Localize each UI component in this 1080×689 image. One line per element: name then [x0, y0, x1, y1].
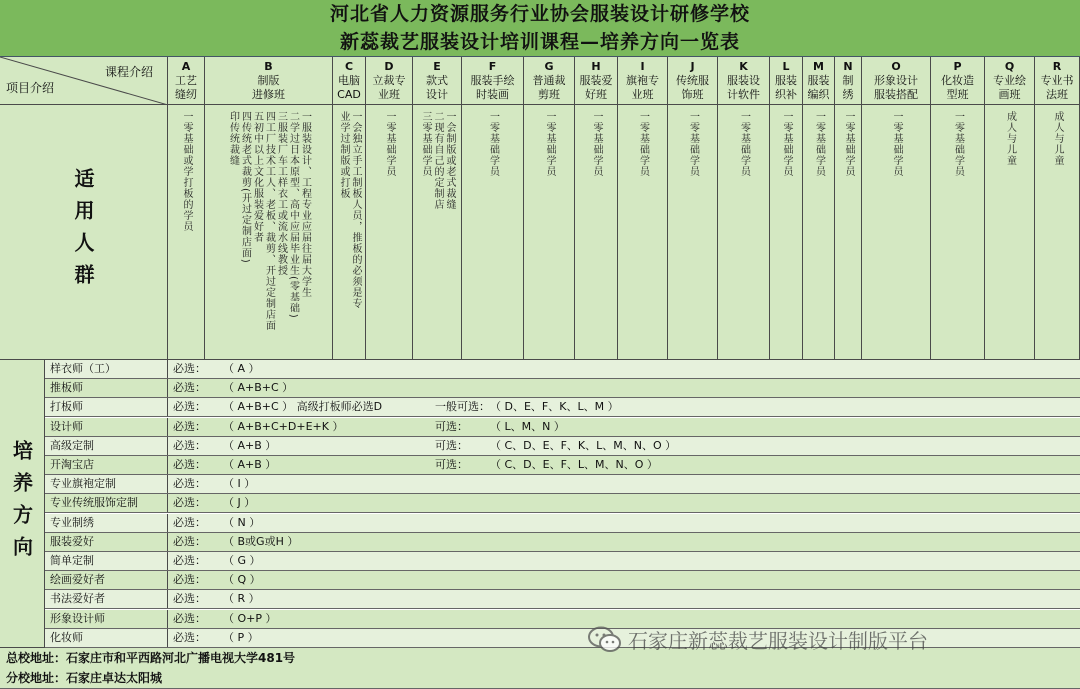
direction-row: [45, 571, 1080, 590]
audience-text: 五初中以上文化服装爱好者: [251, 111, 263, 243]
course-header-p: [931, 57, 985, 105]
audience-text: 一零基础学员: [952, 111, 964, 177]
course-name-line: 服装设: [727, 74, 760, 87]
required-label: 必选：: [173, 400, 206, 414]
required-value: （ P ）: [223, 630, 259, 644]
title-banner: [0, 0, 1080, 57]
required-value: （ N ）: [223, 515, 261, 529]
optional-value: （ D、E、F、K、L、M ）: [490, 400, 619, 414]
direction-role: 设计师: [45, 418, 168, 436]
course-letter: L: [782, 60, 790, 73]
optional-label: 一般可选：: [435, 400, 490, 414]
course-letter: E: [433, 60, 441, 73]
audience-cell-p: [931, 105, 985, 360]
course-header-o: [862, 57, 931, 105]
audience-text: 一零基础学员: [813, 111, 825, 177]
audience-cell-g: [524, 105, 575, 360]
audience-text: 二现有自己的定制店: [432, 111, 443, 210]
course-letter: P: [953, 60, 962, 73]
course-name-line: 时装画: [476, 88, 509, 101]
required-label: 必选：: [173, 592, 206, 606]
audience-text: 四工厂技术工人、老板、裁剪、开过定制店面: [263, 111, 275, 331]
course-name-line: 业班: [378, 88, 400, 101]
audience-cell-r: [1035, 105, 1080, 360]
optional-value: （ C、D、E、F、L、M、N、O ）: [490, 458, 658, 471]
course-name-line: CAD: [337, 88, 361, 101]
audience-text: 二学过日本原型、高中应届毕业生(零基础): [287, 111, 299, 319]
course-name-line: 织补: [775, 88, 797, 101]
required-value: （ A+B ）: [223, 458, 277, 471]
direction-role: 专业制绣: [45, 514, 168, 532]
required-value: （ A ）: [223, 362, 260, 375]
course-letter: K: [739, 60, 748, 73]
course-name-line: 编织: [807, 88, 830, 101]
direction-row: [45, 590, 1080, 609]
required-label: 必选：: [173, 362, 206, 375]
optional-value: （ C、D、E、F、K、L、M、N、O ）: [490, 438, 677, 452]
direction-row: [45, 494, 1080, 513]
course-name-line: 画班: [998, 88, 1021, 101]
audience-text: 一零基础学员: [591, 111, 602, 177]
footer-branch-address: 分校地址：石家庄卓达太阳城: [0, 668, 1080, 689]
course-name-line: 服装搭配: [874, 88, 918, 101]
required-label: 必选：: [173, 419, 206, 433]
audience-text: 一零基础学员: [843, 111, 854, 177]
direction-label-cell: [0, 360, 45, 648]
course-name-line: 工艺: [175, 74, 197, 87]
course-header-a: [168, 57, 205, 105]
required-value: （ O+P ）: [223, 611, 277, 625]
required-label: 必选：: [173, 438, 206, 452]
audience-cell-d: [366, 105, 413, 360]
audience-cell-i: [618, 105, 668, 360]
course-header-g: [524, 57, 575, 105]
title-line-2: 新蕊裁艺服装设计培训课程—培养方向一览表: [339, 31, 740, 53]
direction-role: 书法爱好者: [45, 590, 168, 608]
required-label: 必选：: [173, 477, 206, 491]
watermark-text: 石家庄新蕊裁艺服装设计制版平台: [628, 629, 928, 653]
course-name-line: 款式: [426, 74, 448, 87]
audience-cell-a: [168, 105, 205, 360]
audience-cell-j: [668, 105, 718, 360]
course-header-l: [770, 57, 803, 105]
required-label: 必选：: [173, 554, 206, 567]
course-letter: A: [181, 60, 191, 73]
required-label: 必选：: [173, 381, 206, 395]
direction-role: 开淘宝店: [45, 456, 168, 474]
course-header-b: [205, 57, 333, 105]
optional-value: （ L、M、N ）: [490, 419, 565, 433]
course-name-line: 电脑: [338, 74, 360, 87]
course-name-line: 专业书: [1040, 74, 1074, 87]
audience-text: 成人与儿童: [1052, 111, 1063, 166]
audience-label: 适用人群: [71, 168, 95, 296]
direction-row: [45, 418, 1080, 437]
course-letter: R: [1052, 60, 1062, 73]
required-value: （ A+B+C ） 高级打板师必选D: [223, 400, 383, 414]
required-label: 必选：: [173, 534, 206, 548]
course-header-h: [575, 57, 618, 105]
course-header-e: [413, 57, 462, 105]
direction-role: 专业旗袍定制: [45, 475, 168, 493]
required-value: （ A+B+C+D+E+K ）: [223, 419, 344, 433]
audience-cell-n: [835, 105, 862, 360]
audience-text: 一零基础学员: [738, 111, 750, 177]
direction-row: [45, 475, 1080, 494]
required-label: 必选：: [173, 573, 206, 587]
direction-row: [45, 456, 1080, 475]
title-line-1: 河北省人力资源服务行业协会服装设计研修学校: [329, 3, 750, 25]
direction-role: 推板师: [45, 379, 168, 397]
direction-row: [45, 398, 1080, 417]
course-name-line: 法班: [1046, 88, 1068, 101]
audience-cell-o: [862, 105, 931, 360]
course-name-line: 饰班: [681, 88, 704, 101]
audience-cell-f: [462, 105, 524, 360]
direction-role: 高级定制: [45, 437, 168, 455]
direction-role: 绘画爱好者: [45, 571, 168, 589]
course-header-j: [668, 57, 718, 105]
course-letter: B: [264, 60, 273, 73]
course-letter: F: [488, 60, 497, 73]
course-name-line: 旗袍专: [626, 74, 659, 87]
audience-text: 四传统老式裁剪(开过定制店面): [239, 111, 251, 264]
course-header-d: [366, 57, 413, 105]
course-letter: I: [640, 60, 645, 73]
course-name-line: 形象设计: [874, 74, 918, 87]
course-name-line: 服装: [807, 74, 830, 87]
course-letter: M: [813, 60, 824, 73]
direction-role: 专业传统服饰定制: [45, 494, 168, 512]
audience-cell-b: [205, 105, 333, 360]
audience-text: 一零基础学员: [781, 111, 792, 177]
direction-role: 样衣师（工）: [45, 360, 168, 378]
required-value: （ Q ）: [223, 573, 261, 587]
direction-row: [45, 514, 1080, 533]
footer-main-address: 总校地址：石家庄市和平西路河北广播电视大学481号: [0, 648, 1080, 669]
course-letter: C: [344, 60, 354, 73]
audience-text: 一服装设计、工程专业应届往届大学生: [299, 111, 311, 298]
required-label: 必选：: [173, 630, 206, 644]
audience-text: 一零基础学员: [384, 111, 395, 177]
course-name-line: 立裁专: [372, 74, 406, 87]
course-letter: H: [591, 60, 601, 73]
required-label: 必选：: [173, 611, 206, 625]
corner-project-label: 项目介绍: [6, 81, 55, 95]
course-name-line: 专业绘: [993, 74, 1026, 87]
course-name-line: 传统服: [676, 74, 709, 87]
audience-text: 一零基础或学打板的学员: [181, 111, 192, 232]
course-header-f: [462, 57, 524, 105]
corner-course-label: 课程介绍: [104, 65, 153, 79]
course-name-line: 计软件: [727, 88, 760, 101]
course-name-line: 设计: [426, 88, 448, 101]
course-name-line: 绣: [842, 88, 854, 101]
required-value: （ G ）: [223, 554, 261, 567]
audience-cell-k: [718, 105, 770, 360]
optional-label: 可选：: [435, 458, 468, 471]
course-header-i: [618, 57, 668, 105]
course-name-line: 进修班: [252, 88, 285, 101]
course-name-line: 普通裁: [532, 74, 566, 87]
course-name-line: 制: [842, 74, 854, 87]
audience-text: 一会制版或老式裁缝: [444, 111, 455, 210]
direction-row: [45, 379, 1080, 398]
course-header-m: [803, 57, 835, 105]
course-name-line: 型班: [946, 88, 969, 101]
optional-label: 可选：: [435, 419, 468, 433]
direction-row: [45, 533, 1080, 552]
audience-text: 业学过制版或打板: [338, 111, 349, 199]
direction-row: [45, 437, 1080, 456]
course-name-line: 制版: [257, 74, 280, 87]
audience-text: 三服装厂车工样衣工或流水线教授: [275, 111, 287, 276]
course-name-line: 服装: [775, 74, 797, 87]
audience-cell-m: [803, 105, 835, 360]
audience-label-cell: [0, 105, 168, 360]
direction-role: 简单定制: [45, 552, 168, 570]
required-label: 必选：: [173, 458, 206, 471]
course-name-line: 业班: [631, 88, 654, 101]
corner-header: [0, 57, 168, 105]
watermark: [588, 625, 928, 654]
course-name-line: 化妆造: [941, 74, 974, 87]
audience-text: 一零基础学员: [544, 111, 555, 177]
audience-cell-c: [333, 105, 366, 360]
required-label: 必选：: [173, 496, 206, 510]
audience-cell-l: [770, 105, 803, 360]
audience-text: 印传统裁缝: [227, 111, 239, 166]
audience-text: 一零基础学员: [637, 111, 649, 177]
required-value: （ A+B+C ）: [223, 381, 294, 395]
audience-cell-h: [575, 105, 618, 360]
audience-text: 一零基础学员: [687, 111, 699, 177]
audience-cell-q: [985, 105, 1035, 360]
direction-role: 打板师: [45, 398, 168, 416]
course-header-n: [835, 57, 862, 105]
course-header-r: [1035, 57, 1080, 105]
direction-role: 化妆师: [45, 629, 168, 647]
course-name-line: 缝纫: [175, 88, 197, 101]
wechat-icon: [588, 626, 622, 654]
audience-text: 成人与儿童: [1004, 111, 1016, 166]
course-name-line: 服装爱: [579, 74, 613, 87]
direction-role: 服装爱好: [45, 533, 168, 551]
course-name-line: 剪班: [538, 88, 560, 101]
required-value: （ J ）: [223, 496, 256, 510]
required-value: （ A+B ）: [223, 438, 277, 452]
optional-label: 可选：: [435, 438, 468, 452]
required-label: 必选：: [173, 515, 206, 529]
direction-role: 形象设计师: [45, 610, 168, 628]
required-value: （ B或G或H ）: [223, 534, 299, 548]
course-letter: G: [544, 60, 554, 73]
audience-text: 一零基础学员: [487, 111, 499, 177]
course-header-k: [718, 57, 770, 105]
course-name-line: 好班: [585, 88, 607, 101]
audience-cell-e: [413, 105, 462, 360]
audience-text: 一零基础学员: [891, 111, 902, 177]
course-letter: O: [891, 60, 901, 73]
course-header-q: [985, 57, 1035, 105]
course-letter: Q: [1004, 60, 1015, 73]
course-letter: N: [843, 60, 853, 73]
required-value: （ I ）: [223, 477, 256, 491]
direction-label: 培养方向: [9, 439, 34, 568]
required-value: （ R ）: [223, 592, 260, 606]
direction-row: [45, 360, 1080, 379]
audience-text: 一会独立手工制板人员，推板的必须是专: [350, 111, 361, 309]
course-name-line: 服装手绘: [470, 74, 515, 87]
course-letter: J: [690, 60, 695, 73]
course-letter: D: [384, 60, 394, 73]
audience-text: 三零基础学员: [420, 111, 431, 177]
course-header-c: [333, 57, 366, 105]
direction-row: [45, 552, 1080, 571]
